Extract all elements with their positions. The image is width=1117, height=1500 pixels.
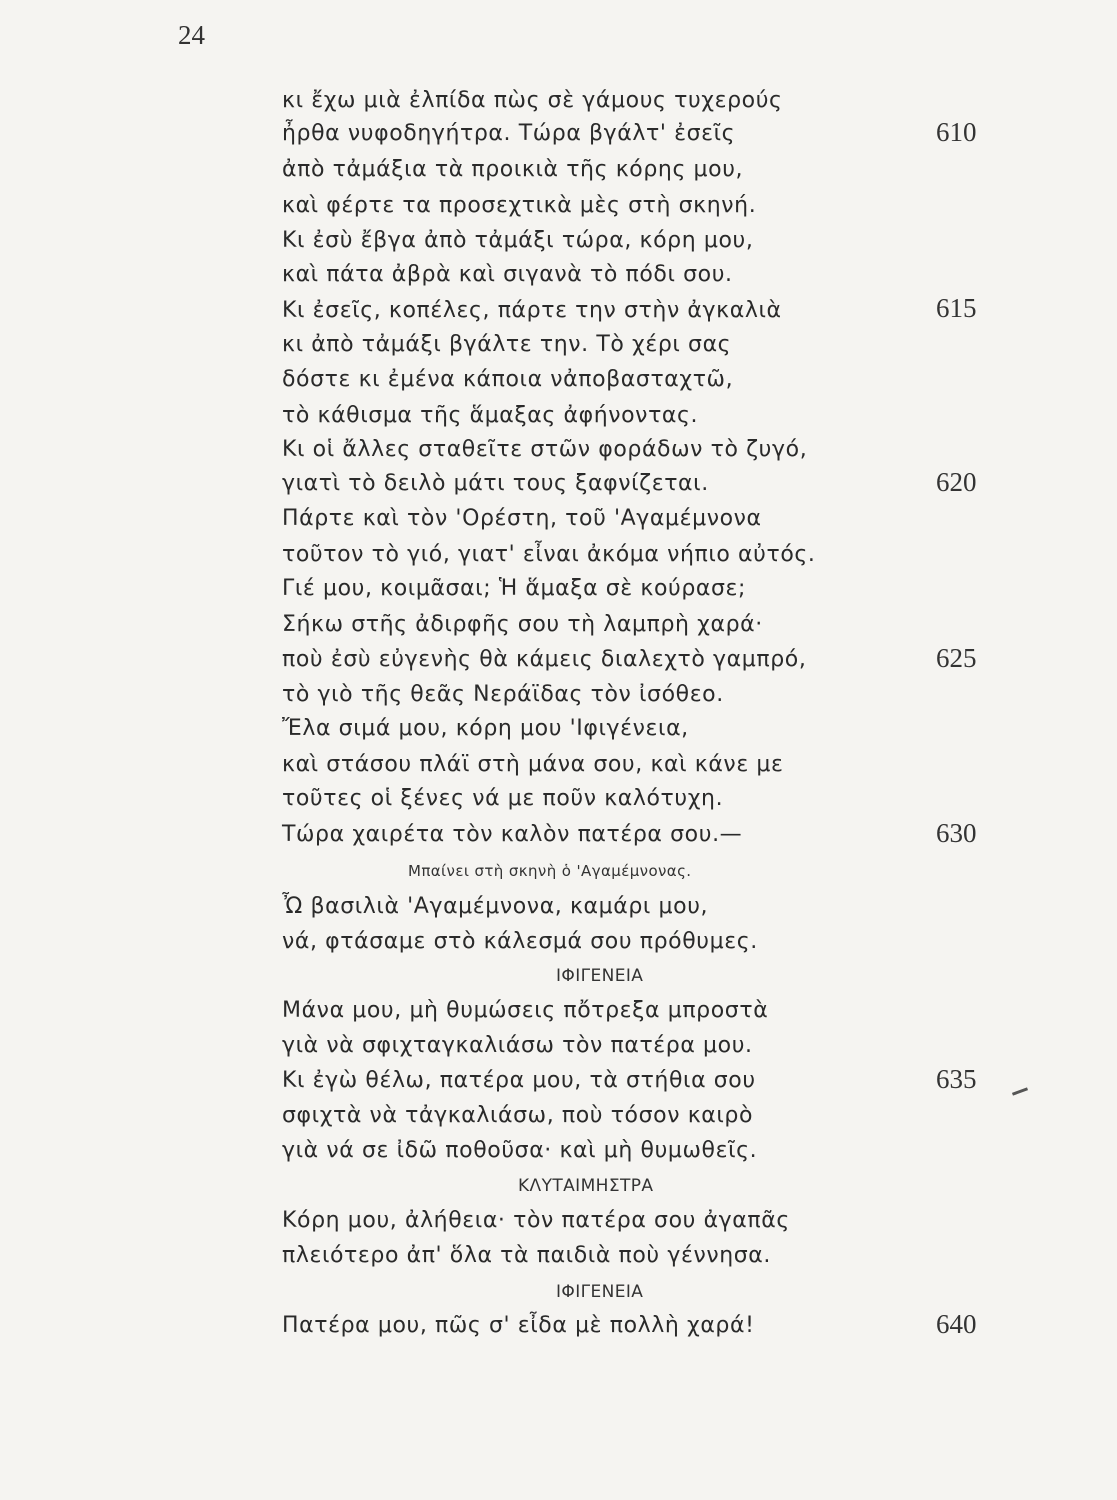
stage-direction: Μπαίνει στὴ σκηνὴ ὁ 'Αγαμέμνονας. (408, 862, 692, 880)
verse-line: Ὦ βασιλιὰ 'Αγαμέμνονα, καμάρι μου, (282, 894, 709, 919)
page-number: 24 (178, 20, 205, 50)
line-number: 610 (936, 117, 977, 147)
line-number: 625 (936, 643, 977, 673)
verse-line: καὶ φέρτε τα προσεχτικὰ μὲς στὴ σκηνή. (282, 193, 757, 218)
verse-line: πλειότερο ἀπ' ὅλα τὰ παιδιὰ ποὺ γέννησα. (282, 1243, 772, 1268)
verse-line: κι ἔχω μιὰ ἐλπίδα πὼς σὲ γάμους τυχερούς (282, 88, 783, 113)
verse-line: σφιχτὰ νὰ τἀγκαλιάσω, ποὺ τόσον καιρὸ (282, 1103, 754, 1128)
verse-line: Μάνα μου, μὴ θυμώσεις πὄτρεξα μπροστὰ (282, 998, 769, 1023)
verse-line: Κι οἱ ἄλλες σταθεῖτε στῶν φοράδων τὸ ζυγό, (282, 437, 808, 462)
verse-line: Πάρτε καὶ τὸν 'Ορέστη, τοῦ 'Αγαμέμνονα (282, 506, 762, 531)
verse-line: καὶ πάτα ἀβρὰ καὶ σιγανὰ τὸ πόδι σου. (282, 262, 733, 287)
verse-line: ποὺ ἐσὺ εὐγενὴς θὰ κάμεις διαλεχτὸ γαμπρό, (282, 647, 807, 672)
line-number: 635 (936, 1064, 977, 1094)
verse-line: ἦρθα νυφοδηγήτρα. Τώρα βγάλτ' ἐσεῖς (282, 121, 736, 146)
verse-line: γιατὶ τὸ δειλὸ μάτι τους ξαφνίζεται. (282, 471, 709, 496)
verse-line: νά, φτάσαμε στὸ κάλεσμά σου πρόθυμες. (282, 929, 758, 954)
verse-line: καὶ στάσου πλάϊ στὴ μάνα σου, καὶ κάνε με (282, 752, 784, 777)
verse-line: ἀπὸ τἀμάξια τὰ προικιὰ τῆς κόρης μου, (282, 157, 744, 182)
line-number: 640 (936, 1309, 977, 1339)
verse-line: Γιέ μου, κοιμᾶσαι; Ἡ ἅμαξα σὲ κούρασε; (282, 576, 747, 601)
verse-line: τὸ γιὸ τῆς θεᾶς Νεράϊδας τὸν ἰσόθεο. (282, 682, 724, 707)
verse-line: Τώρα χαιρέτα τὸν καλὸν πατέρα σου.— (282, 822, 743, 847)
verse-line: Πατέρα μου, πῶς σ' εἶδα μὲ πολλὴ χαρά! (282, 1313, 755, 1338)
line-number: 620 (936, 467, 977, 497)
verse-line: Κόρη μου, ἀλήθεια· τὸν πατέρα σου ἀγαπᾶς (282, 1208, 790, 1233)
verse-line: Σήκω στῆς ἀδιρφῆς σου τὴ λαμπρὴ χαρά· (282, 612, 763, 637)
line-number: 630 (936, 818, 977, 848)
verse-line: τὸ κάθισμα τῆς ἅμαξας ἀφήνοντας. (282, 403, 699, 428)
verse-line: γιὰ νὰ σφιχταγκαλιάσω τὸν πατέρα μου. (282, 1033, 753, 1058)
stray-mark (1012, 1087, 1028, 1095)
speaker-heading: ΚΛΥΤΑΙΜΗΣΤΡΑ (518, 1176, 654, 1196)
verse-line: τοῦτες οἱ ξένες νά με ποῦν καλότυχη. (282, 786, 724, 811)
speaker-heading: ΙΦΙΓΕΝΕΙΑ (556, 966, 644, 986)
verse-line: κι ἀπὸ τἀμάξι βγάλτε την. Τὸ χέρι σας (282, 332, 732, 357)
line-number: 615 (936, 293, 977, 323)
speaker-heading: ΙΦΙΓΕΝΕΙΑ (556, 1282, 644, 1302)
verse-line: γιὰ νά σε ἰδῶ ποθοῦσα· καὶ μὴ θυμωθεῖς. (282, 1138, 758, 1163)
verse-line: τοῦτον τὸ γιό, γιατ' εἶναι ἀκόμα νήπιο αὐτός. (282, 542, 816, 567)
bleed-through (900, 75, 905, 94)
verse-line: Κι ἐσὺ ἔβγα ἀπὸ τἀμάξι τώρα, κόρη μου, (282, 228, 754, 253)
verse-line: δόστε κι ἐμένα κάποια νἀποβασταχτῶ, (282, 367, 734, 392)
verse-line: Κι ἐσεῖς, κοπέλες, πάρτε την στὴν ἀγκαλιὰ (282, 298, 782, 323)
verse-line: Κι ἐγὼ θέλω, πατέρα μου, τὰ στήθια σου (282, 1068, 756, 1093)
verse-line: Ἔλα σιμά μου, κόρη μου 'Ιφιγένεια, (282, 716, 689, 741)
